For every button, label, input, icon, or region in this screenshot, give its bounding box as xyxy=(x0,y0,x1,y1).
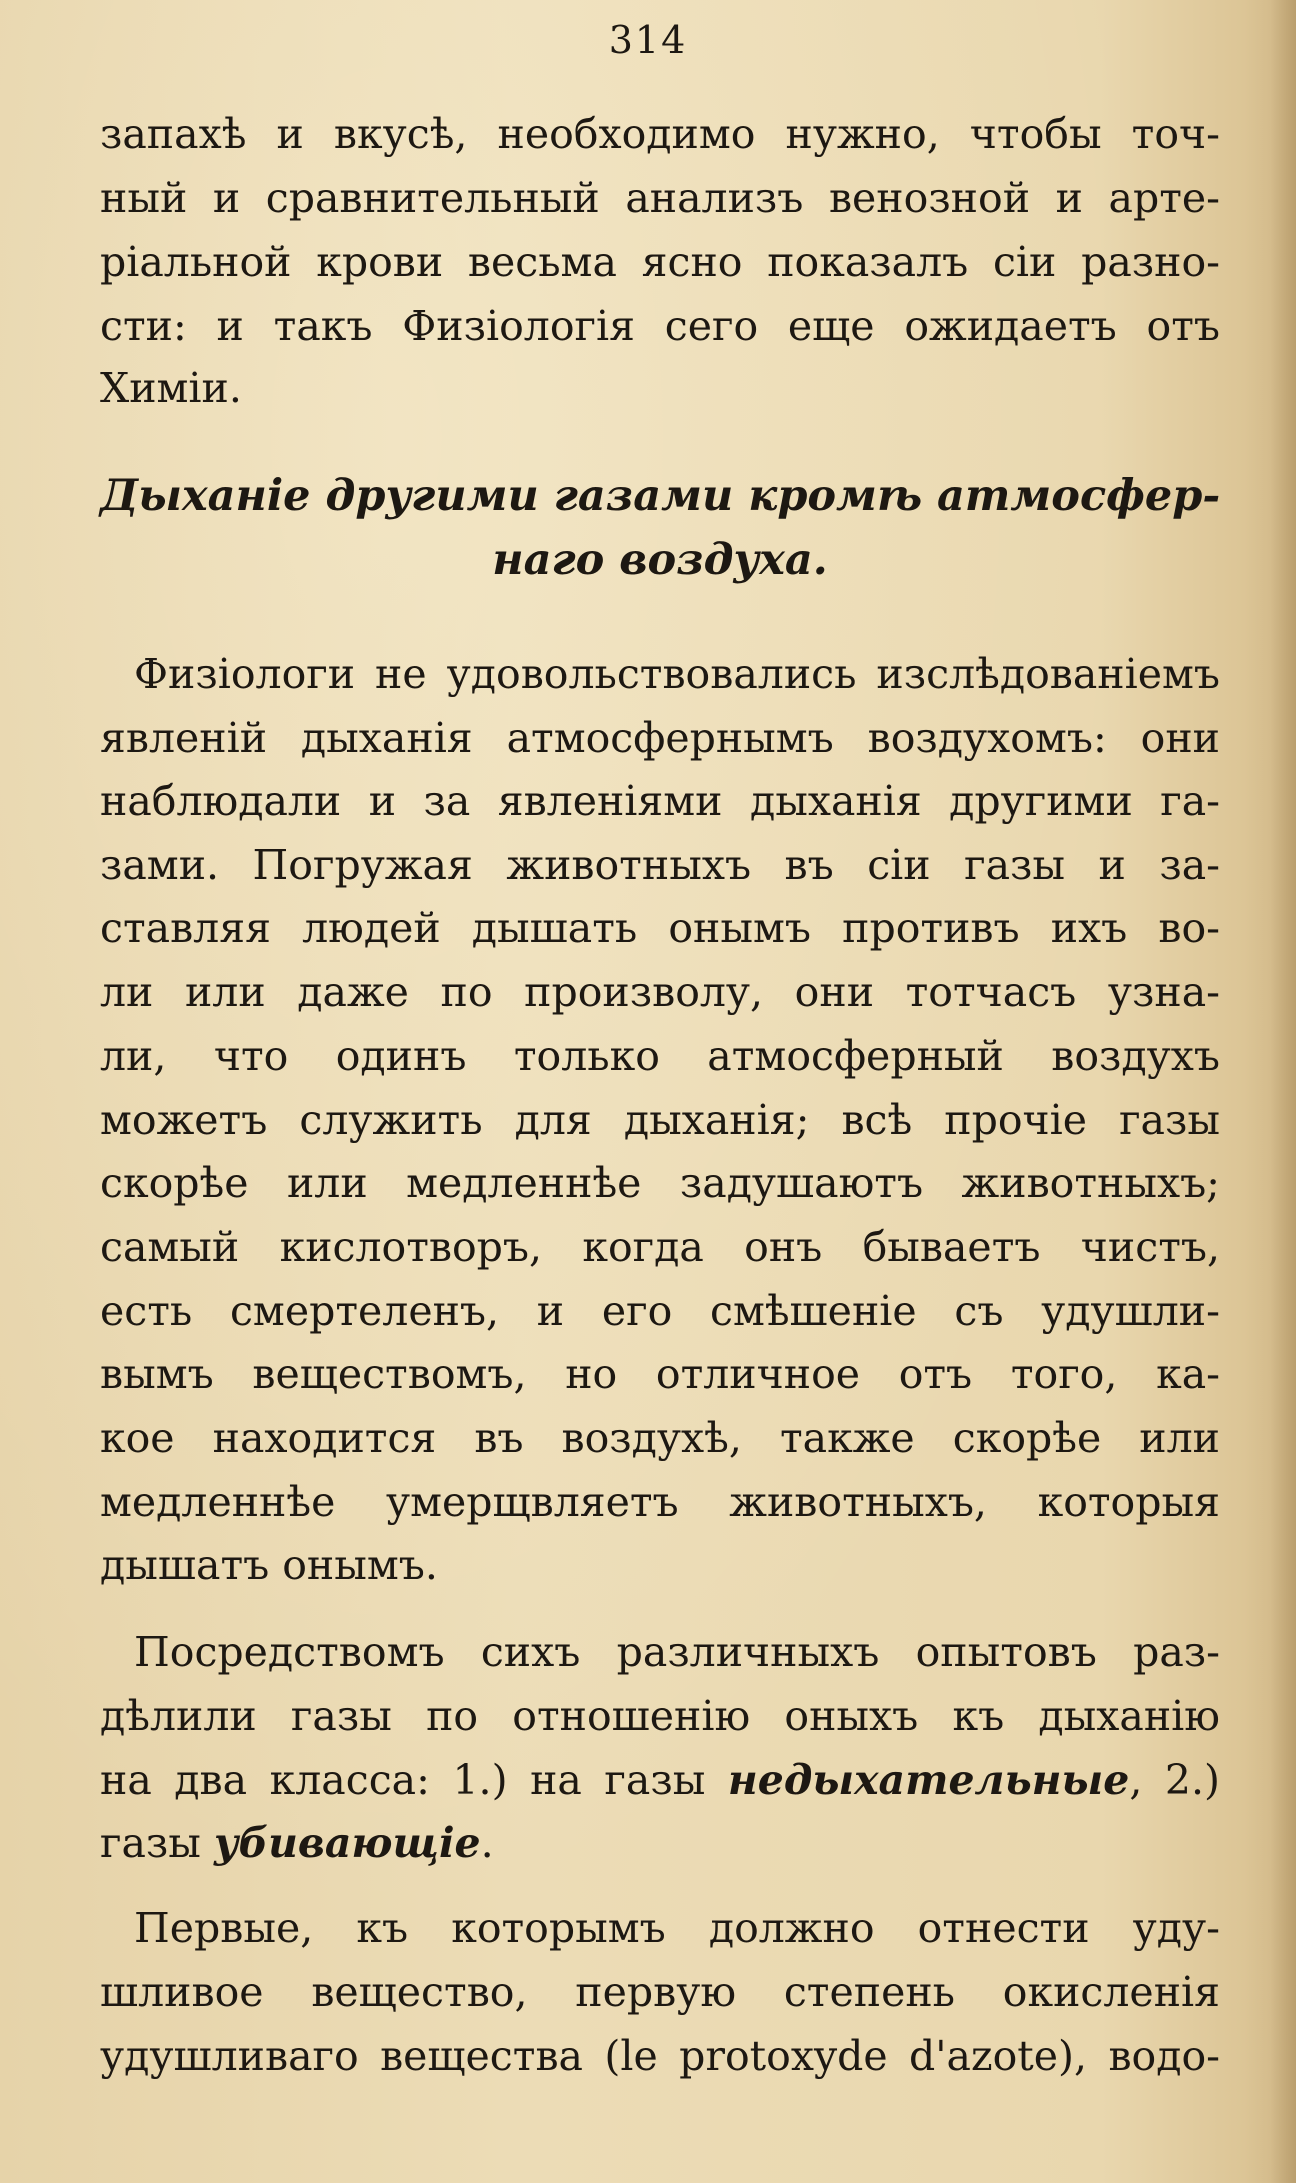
text-line: дѣлили газы по отношенію оныхъ къ дыханію xyxy=(100,1692,1220,1740)
text-line: ный и сравнительный анализъ венозной и арте- xyxy=(100,174,1220,222)
text-line: Физіологи не удовольствовались изслѣдованіемъ xyxy=(134,650,1220,698)
text-fragment: газы xyxy=(100,1819,214,1867)
text-line: самый кислотворъ, когда онъ бываетъ чистъ, xyxy=(100,1223,1220,1271)
text-fragment: . xyxy=(480,1819,494,1867)
text-line: сти: и такъ Физіологія сего еще ожидаетъ отъ xyxy=(100,302,1220,350)
text-line: ли или даже по произволу, они тотчасъ узна- xyxy=(100,968,1220,1016)
page-number: 314 xyxy=(608,18,688,62)
text-line: Первые, къ которымъ должно отнести уду- xyxy=(134,1904,1220,1952)
text-line: наблюдали и за явленіями дыханія другими га- xyxy=(100,777,1220,825)
text-line: Химіи. xyxy=(100,364,242,412)
text-fragment: на два класса: 1.) на газы xyxy=(100,1756,728,1804)
text-line: запахѣ и вкусѣ, необходимо нужно, чтобы точ- xyxy=(100,110,1220,158)
section-heading: Дыханіе другими газами кромѣ атмосфер- xyxy=(100,471,1221,521)
text-line: ставляя людей дышать онымъ противъ ихъ во- xyxy=(100,904,1220,952)
text-line xyxy=(100,1750,1220,1810)
text-line: кое находится въ воздухѣ, также скорѣе или xyxy=(100,1414,1220,1462)
text-line xyxy=(100,1813,1220,1873)
text-line: ли, что одинъ только атмосферный воздухъ xyxy=(100,1032,1220,1080)
text-line: Посредствомъ сихъ различныхъ опытовъ раз- xyxy=(134,1628,1220,1676)
text-line: вымъ веществомъ, но отличное отъ того, ка- xyxy=(100,1350,1220,1398)
text-line: шливое вещество, первую степень окисленія xyxy=(100,1968,1220,2016)
text-line: явленій дыханія атмосфернымъ воздухомъ: они xyxy=(100,714,1220,762)
text-line: удушливаго вещества (le protoxyde d'azote), водо- xyxy=(100,2032,1220,2080)
text-line: есть смертеленъ, и его смѣшеніе съ удушли- xyxy=(100,1287,1220,1335)
text-line: можетъ служить для дыханія; всѣ прочіе газы xyxy=(100,1096,1220,1144)
text-line: медленнѣе умерщвляетъ животныхъ, которыя xyxy=(100,1478,1220,1526)
page-edge-shadow xyxy=(1270,0,1296,2183)
text-line: дышатъ онымъ. xyxy=(100,1541,438,1589)
emphasis-term: недыхательные xyxy=(727,1756,1130,1804)
emphasis-term: убивающіе xyxy=(213,1819,481,1867)
text-fragment: , 2.) xyxy=(1129,1756,1220,1804)
text-line: ріальной крови весьма ясно показалъ сіи разно- xyxy=(100,238,1220,286)
text-line: зами. Погружая животныхъ въ сіи газы и за- xyxy=(100,841,1220,889)
section-heading: наго воздуха. xyxy=(492,535,828,585)
text-line: скорѣе или медленнѣе задушаютъ животныхъ; xyxy=(100,1159,1220,1207)
